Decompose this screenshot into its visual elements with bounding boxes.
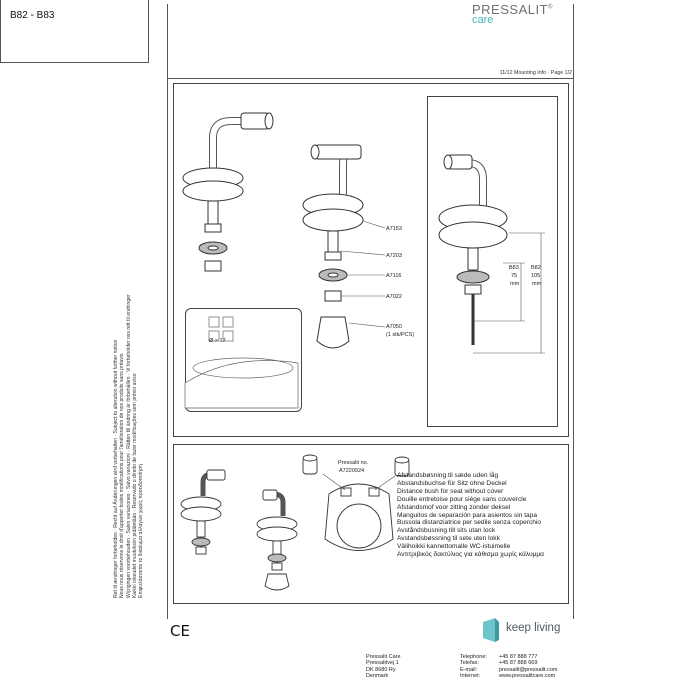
notice-line: Kaikki oikeudet muutoksiin pidätetään · Reservado o direito de fazer modificações sem prévio aviso [131,373,138,598]
notice-line: Ret til ændringer forbeholdes · Recht auf Änderungen wird vorbehalten · Subject to alteration without further notice [113,339,119,598]
hinge-diagram [173,83,569,437]
part-label-a7050: A7050 [386,324,402,330]
language-line: Afstandsbøsning til sæde uden låg [397,472,499,479]
part-label-a7050-note: (1 stk/PCS) [386,332,415,338]
toilet-inset-drawing [185,317,298,408]
diameter-label: Ø > 17 [209,338,226,344]
header-rule [167,78,573,79]
notice-line: Wijzigingen voorbehouden · Salvo variaciones · Salvo variazioni · Rätten till ändring är förbehållen · Vi forbeholder oss rett til endringer [125,294,132,598]
dim-b83-value: 75 [511,273,518,279]
fax-value: +45 87 888 669 [499,660,538,667]
model-title-box [0,0,149,63]
website-link[interactable]: www.pressalitcare.com [499,673,556,680]
dim-b82-name: B82 [531,265,541,271]
phone-value: +45 87 888 777 [499,654,538,660]
language-line: Avstandsbøssning til sete uten lokk [397,535,500,543]
dim-b83-name: B83 [509,265,519,271]
page-info: 11/12 Mounting Info · Page 1/2 [499,70,572,76]
ce-mark: CE [170,622,190,640]
keep-living-logo-icon [481,616,501,646]
language-line: Bussola distanziatrice per sedile senza coperchio [397,519,542,527]
notice-line: Επιφυλάσσεται το δικαίωμα αλλαγών χωρίς προειδοποίηση [138,464,145,598]
language-line: Manguitos de separación para asientos sin tapa [397,511,538,519]
part-label-a7153: A7153 [386,226,402,232]
bush-language-list [397,472,544,559]
model-title: B82 - B83 [10,10,55,21]
brand-sub: care [472,14,494,26]
language-line: Douille entretoise pour siège sans couvercle [397,495,527,503]
brand-name: PRESSALIT [472,2,549,17]
right-frame-line [573,4,574,619]
language-line: Αντιτριβικός δακτύλιος για κάθισμα χωρίς κάλυμμα [397,551,544,559]
contact-label: Telephone: [460,654,487,660]
left-frame-line [167,4,168,619]
language-line: Distance bush for seat without cover [397,487,504,495]
footer-address [366,654,401,680]
hinge-dimension [439,155,507,345]
notice-text [113,68,144,598]
dim-b82-value: 105 [531,273,541,279]
footer-contact-values [499,654,557,680]
notice-line: Nous nous réservons le droit d'apporter toutes modifications pour l'amélioration de nos produits sans préavis [119,353,126,598]
pressalit-no-value: A7220924 [339,468,365,474]
language-line: Afstandsmof voor zitting zonder deksel [397,503,511,511]
part-label-a7203: A7203 [386,253,402,259]
dim-b83-unit: mm [510,281,520,287]
dim-b82-unit: mm [532,281,542,287]
language-line: Välihoikki kannettomalle WC-istuimelle [397,543,511,551]
contact-label: E-mail: [460,666,478,673]
address-line: Pressalit Care [366,654,401,660]
address-line: DK 8680 Ry [366,666,396,673]
address-line: Pressalitvej 1 [366,660,399,667]
small-hinge-2 [257,490,297,590]
part-label-a7022: A7022 [386,294,402,300]
footer-contact-labels [460,654,487,680]
slogan: keep living [506,622,561,634]
contact-label: Internet: [460,673,481,680]
pressalit-no-label: Pressalit no. [338,460,369,466]
email-link[interactable]: pressalit@pressalit.com [499,666,558,673]
small-hinge-1 [181,470,225,554]
language-line: Avståndsbusning till sits utan lock [397,527,496,535]
language-line: Abstandsbuchse für Sitz ohne Deckel [397,479,507,487]
contact-label: Telefax: [460,660,479,667]
part-label-a7116: A7116 [386,273,402,279]
hinge-center [303,145,363,348]
hinge-left [183,113,273,271]
address-line: Denmark [366,673,389,680]
brand-reg: ® [548,4,553,11]
brand-logo [472,2,553,26]
